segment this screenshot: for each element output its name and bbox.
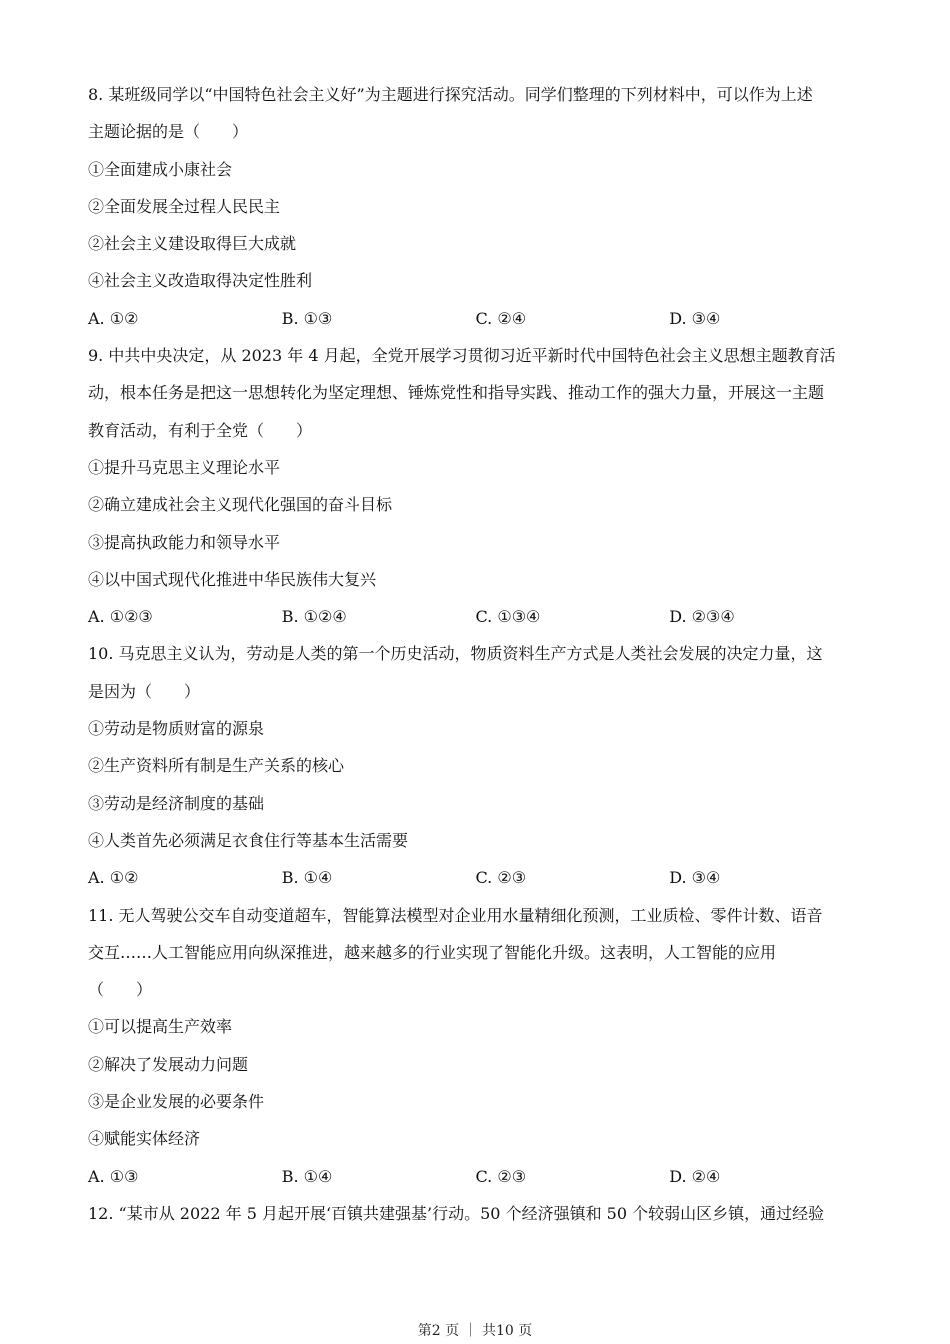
option-c: C. ②③	[475, 1166, 527, 1186]
question-stem-line: 交互……人工智能应用向纵深推进，越来越多的行业实现了智能化升级。这表明，人工智能的应用	[88, 942, 777, 962]
answer-options	[88, 859, 863, 896]
option-c: C. ②④	[475, 308, 527, 328]
question-10	[88, 635, 863, 896]
page-footer: 第2 页 ｜ 共10 页	[417, 1323, 533, 1339]
statement-item: ②确立建成社会主义现代化强国的奋斗目标	[88, 495, 393, 515]
answer-options	[88, 598, 863, 635]
statement-item: ④赋能实体经济	[88, 1129, 201, 1149]
statement-item: ④社会主义改造取得决定性胜利	[88, 271, 313, 291]
question-stem-line: 8. 某班级同学以“中国特色社会主义好”为主题进行探究活动。同学们整理的下列材料中，可以作为上述	[88, 85, 813, 104]
question-stem-line: 教育活动，有利于全党（ ）	[88, 420, 313, 440]
statement-item: ②社会主义建设取得巨大成就	[88, 234, 297, 254]
question-list	[88, 76, 863, 1232]
answer-options	[88, 1158, 863, 1195]
option-a: A. ①②	[88, 308, 139, 328]
option-d: D. ②③④	[669, 607, 735, 627]
option-c: C. ①③④	[475, 607, 541, 627]
question-stem-line: 10. 马克思主义认为，劳动是人类的第一个历史活动，物质资料生产方式是人类社会发展的决定力量，这	[88, 644, 823, 664]
answer-options	[88, 300, 863, 337]
option-b: B. ①③	[281, 308, 333, 328]
option-a: A. ①②③	[88, 607, 153, 627]
statement-item: ④以中国式现代化推进中华民族伟大复兴	[88, 569, 377, 589]
option-a: A. ①②	[88, 868, 139, 888]
option-b: B. ①②④	[281, 607, 347, 627]
option-d: D. ③④	[669, 308, 721, 328]
question-stem-line: 动，根本任务是把这一思想转化为坚定理想、锤炼党性和指导实践、推动工作的强大力量，开展这一主题	[88, 383, 825, 403]
statement-item: ③提高执政能力和领导水平	[88, 532, 281, 552]
statement-item: ①劳动是物质财富的源泉	[88, 719, 265, 739]
option-b: B. ①④	[281, 868, 333, 888]
option-a: A. ①③	[88, 1166, 139, 1186]
statement-item: ④人类首先必须满足衣食住行等基本生活需要	[88, 830, 409, 850]
question-stem-line: 11. 无人驾驶公交车自动变道超车，智能算法模型对企业用水量精细化预测，工业质检、零件计数、语音	[88, 905, 823, 925]
statement-item: ③劳动是经济制度的基础	[88, 793, 265, 813]
statement-item: ①全面建成小康社会	[88, 159, 233, 179]
statement-item: ①提升马克思主义理论水平	[88, 457, 281, 477]
statement-item: ①可以提高生产效率	[88, 1017, 233, 1037]
question-11	[88, 897, 863, 1195]
question-stem-line: （ ）	[88, 980, 153, 1000]
option-b: B. ①④	[281, 1166, 333, 1186]
question-stem-line: 是因为（ ）	[88, 681, 201, 701]
question-stem-line: 9. 中共中央决定，从 2023 年 4 月起，全党开展学习贯彻习近平新时代中国特色社会主义思想主题教育活	[88, 346, 836, 366]
option-c: C. ②③	[475, 868, 527, 888]
question-9	[88, 337, 863, 635]
question-8	[88, 76, 863, 337]
question-stem-line: 12. “某市从 2022 年 5 月起开展‘百镇共建强基’行动。50 个经济强镇和 50 个较弱山区乡镇，通过经验	[88, 1203, 825, 1223]
statement-item: ②生产资料所有制是生产关系的核心	[88, 756, 345, 776]
option-d: D. ②④	[669, 1166, 721, 1186]
statement-item: ③是企业发展的必要条件	[88, 1092, 265, 1112]
statement-item: ②全面发展全过程人民民主	[88, 196, 281, 216]
question-stem-line: 主题论据的是（ ）	[88, 122, 249, 142]
question-12	[88, 1195, 863, 1232]
statement-item: ②解决了发展动力问题	[88, 1054, 249, 1074]
option-d: D. ③④	[669, 868, 721, 888]
